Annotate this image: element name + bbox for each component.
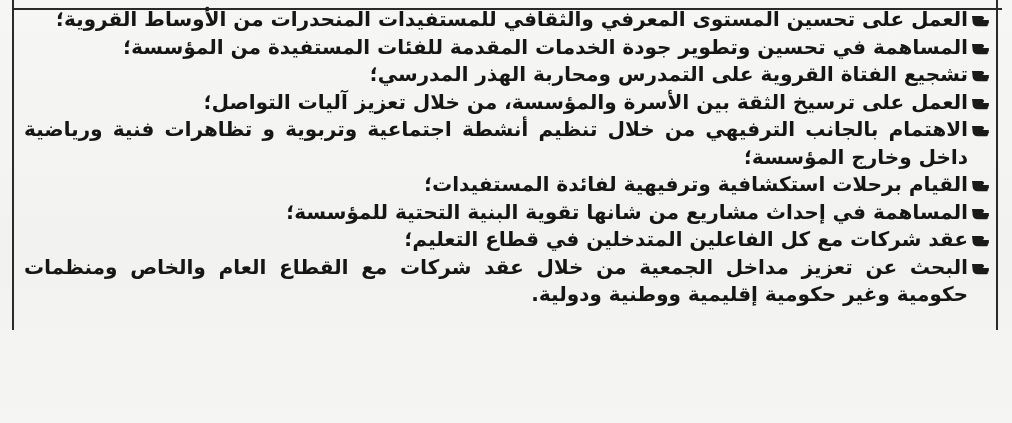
list-item-text: الاهتمام بالجانب الترفيهي من خلال تنظيم أنشطة اجتماعية وتربوية و تظاهرات فنية ورياضية داخل وخارج المؤسسة؛ <box>24 117 968 169</box>
pointing-hand-icon <box>970 254 990 281</box>
pointing-hand-icon <box>970 61 990 88</box>
objectives-list <box>24 6 990 309</box>
list-item <box>24 34 990 62</box>
list-item-text: المساهمة في إحداث مشاريع من شانها تقوية البنية التحتية للمؤسسة؛ <box>286 199 968 224</box>
list-item <box>24 116 990 171</box>
pointing-hand-icon <box>970 226 990 253</box>
list-item-text: المساهمة في تحسين وتطوير جودة الخدمات المقدمة للفئات المستفيدة من المؤسسة؛ <box>123 34 968 59</box>
pointing-hand-icon <box>970 199 990 226</box>
list-item-text: العمل على تحسين المستوى المعرفي والثقافي للمستفيدات المنحدرات من الأوساط القروية؛ <box>55 7 968 31</box>
pointing-hand-icon <box>970 89 990 116</box>
list-item-text: العمل على ترسيخ الثقة بين الأسرة والمؤسسة، من خلال تعزيز آليات التواصل؛ <box>203 89 968 114</box>
list-item <box>24 171 990 199</box>
right-rule <box>996 0 998 330</box>
list-item <box>24 199 990 227</box>
left-rule <box>12 0 14 330</box>
list-item <box>24 61 990 89</box>
list-item <box>24 254 990 309</box>
pointing-hand-icon <box>970 6 990 33</box>
list-item-text: عقد شركات مع كل الفاعلين المتدخلين في قطاع التعليم؛ <box>404 227 968 251</box>
list-item <box>24 226 990 254</box>
list-item-text: القيام برحلات استكشافية وترفيهية لفائدة المستفيدات؛ <box>424 172 968 196</box>
pointing-hand-icon <box>970 34 990 61</box>
list-item <box>24 6 990 34</box>
list-item-text: البحث عن تعزيز مداخل الجمعية من خلال عقد شركات مع القطاع العام والخاص ومنظمات حكومية وغير حكومية إقليمية ووطنية ودولية. <box>24 254 968 306</box>
pointing-hand-icon <box>970 116 990 143</box>
pointing-hand-icon <box>970 171 990 198</box>
list-item <box>24 89 990 117</box>
list-item-text: تشجيع الفتاة القروية على التمدرس ومحاربة الهذر المدرسي؛ <box>369 62 968 86</box>
